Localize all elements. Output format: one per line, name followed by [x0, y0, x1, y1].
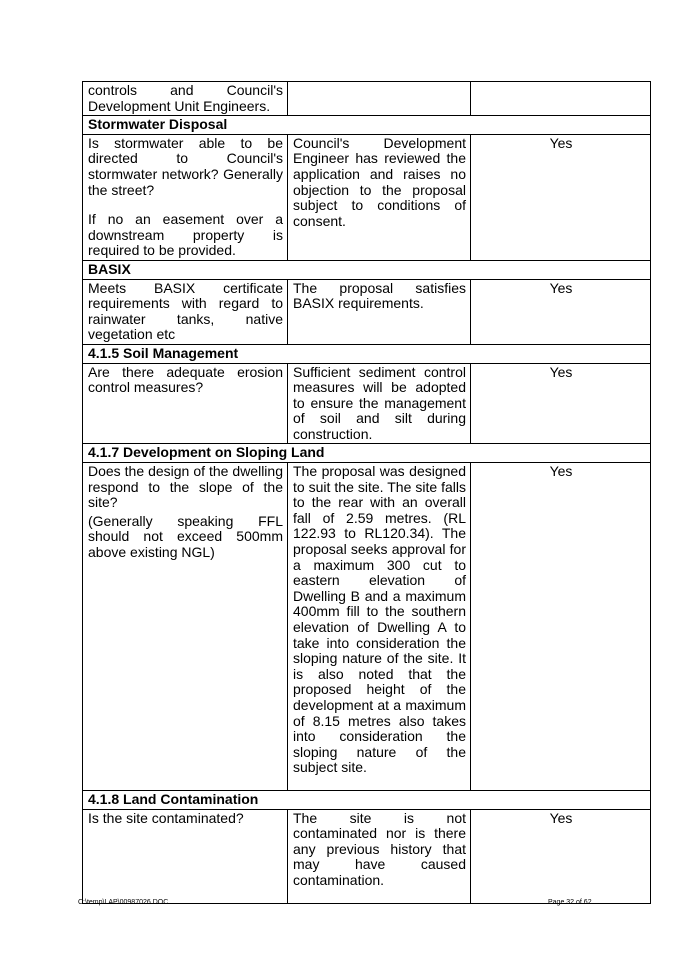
control-cell: [83, 463, 288, 791]
comment-cell: [288, 82, 471, 116]
section-heading-row: [83, 444, 651, 463]
complies-cell: Yes: [471, 363, 651, 444]
control-cell: Is the site contaminated?: [83, 809, 288, 903]
complies-cell: [471, 82, 651, 116]
section-heading-basix: BASIX: [83, 260, 651, 279]
control-cell: Meets BASIX certificate requirements with regard to rainwater tanks, native vegetation etc: [83, 279, 288, 344]
table-row: [83, 363, 651, 444]
comment-cell: The proposal satisfies BASIX requirements.: [288, 279, 471, 344]
section-heading-stormwater: Stormwater Disposal: [83, 116, 651, 135]
section-heading-contamination: 4.1.8 Land Contamination: [83, 790, 651, 809]
complies-cell: Yes: [471, 279, 651, 344]
complies-cell: Yes: [471, 809, 651, 903]
table-row: [83, 279, 651, 344]
comment-cell: The proposal was designed to suit the site. The site falls to the rear with an overall fall of 2.59 metres. (RL 122.93 to RL120.34). The proposal seeks approval for a maximum 300 cut to eastern elevation of Dwelling B and a maximum 400mm fill to the southern elevation of Dwelling A to take into consideration the sloping nature of the site. It is also noted that the proposed height of the development at a maximum of 8.15 metres also takes into consideration the sloping nature of the subject site.: [288, 463, 471, 791]
section-heading-row: [83, 790, 651, 809]
control-question: Is stormwater able to be directed to Council's stormwater network? Generally the street?: [88, 134, 283, 198]
control-cell: controls and Council's Development Unit Engineers.: [83, 82, 288, 116]
footer-page-number: Page 32 of 62: [548, 899, 592, 906]
section-heading-row: [83, 344, 651, 363]
complies-cell: Yes: [471, 134, 651, 260]
table-row: [83, 134, 651, 260]
comment-cell: Council's Development Engineer has reviewed the application and raises no objection to the proposal subject to conditions of consent.: [288, 134, 471, 260]
comment-cell: The site is not contaminated nor is there any previous history that may have caused contamination.: [288, 809, 471, 903]
table-row: [83, 463, 651, 791]
control-note: (Generally speaking FFL should not exceed 500mm above existing NGL): [88, 512, 283, 561]
control-note: If no an easement over a downstream property is required to be provided.: [88, 211, 283, 259]
section-heading-row: [83, 116, 651, 135]
assessment-document: [82, 81, 650, 904]
spacer: [88, 198, 283, 212]
section-heading-soil: 4.1.5 Soil Management: [83, 344, 651, 363]
complies-cell: Yes: [471, 463, 651, 791]
section-heading-row: [83, 260, 651, 279]
table-row: [83, 809, 651, 903]
footer-file-path: C:\temp\LAP\00987026.DOC: [78, 899, 169, 906]
compliance-table: [82, 81, 651, 904]
control-cell: Are there adequate erosion control measures?: [83, 363, 288, 444]
section-heading-sloping: 4.1.7 Development on Sloping Land: [83, 444, 651, 463]
table-row: [83, 82, 651, 116]
control-question: Does the design of the dwelling respond to the slope of the site?: [88, 463, 283, 511]
comment-cell: Sufficient sediment control measures will be adopted to ensure the management of soil and silt during construction.: [288, 363, 471, 444]
control-cell: [83, 134, 288, 260]
